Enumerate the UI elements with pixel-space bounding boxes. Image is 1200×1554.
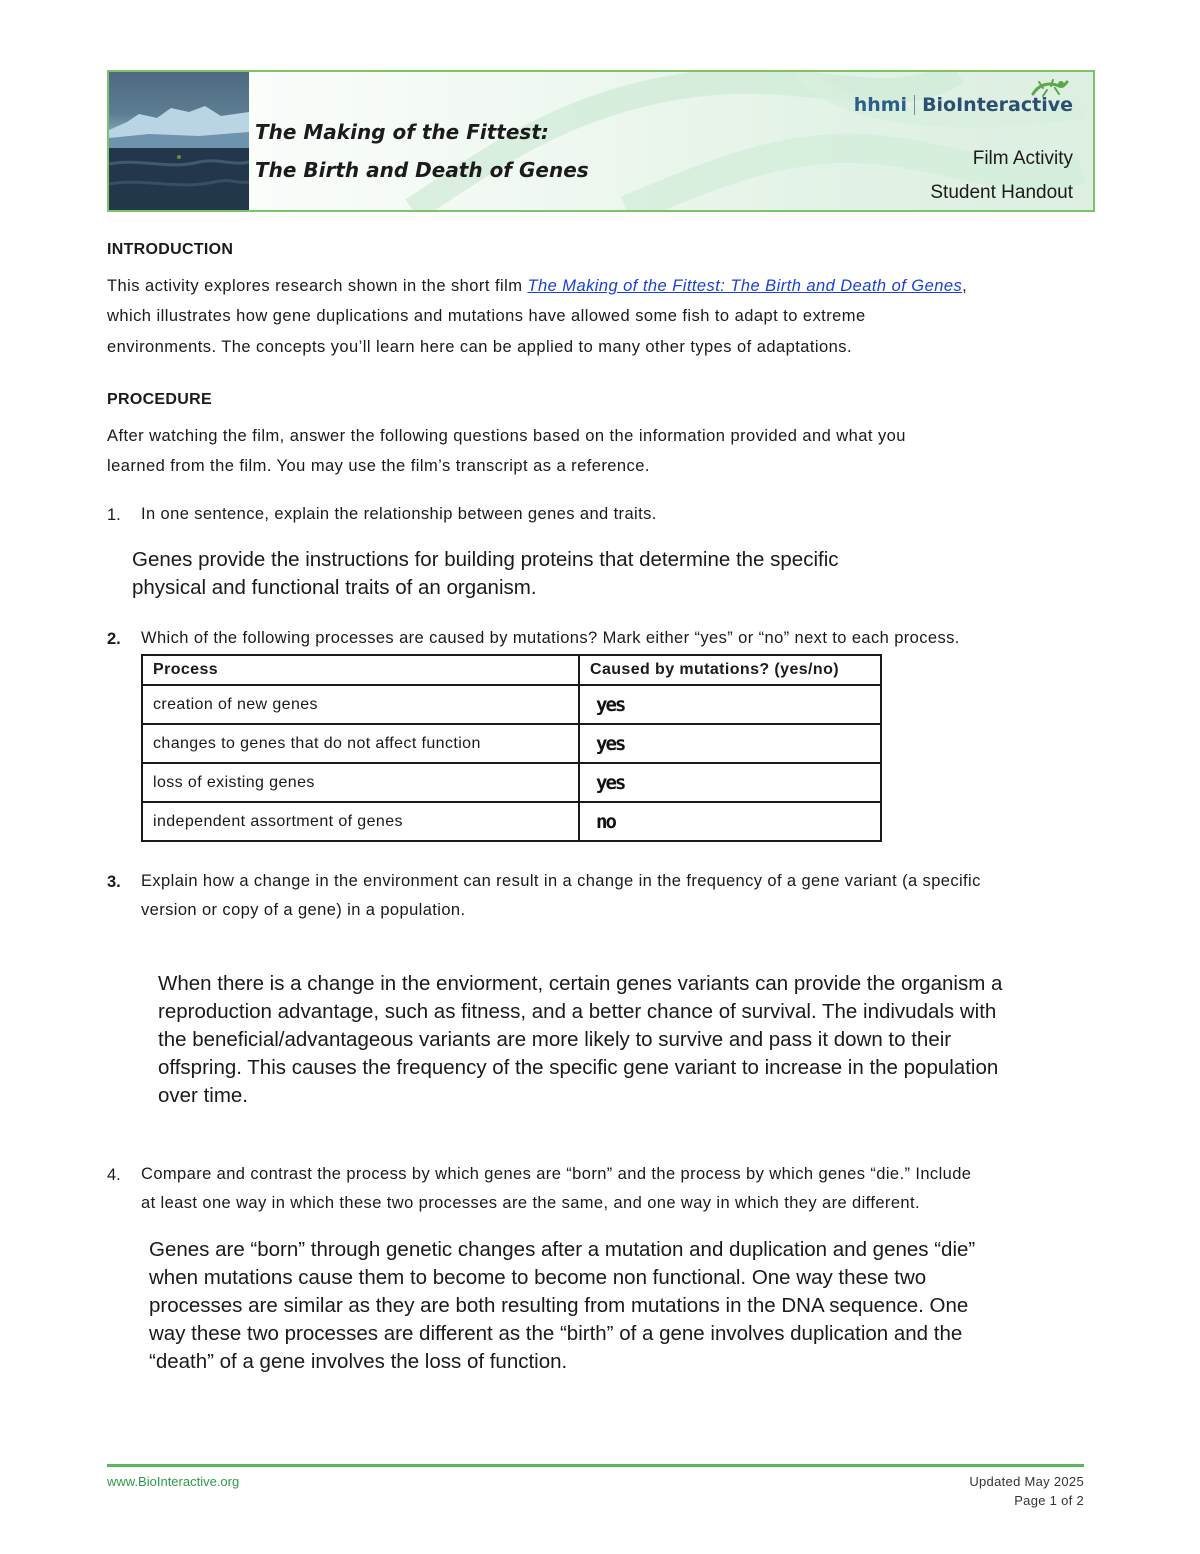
answer-4-line4[interactable]: way these two processes are different as the “birth” of a gene involves duplication and the xyxy=(149,1322,963,1345)
question-4-text-line2: at least one way in which these two processes are the same, and one way in which they are different. xyxy=(141,1194,920,1212)
introduction-text-before-link: This activity explores research shown in the short film xyxy=(107,277,528,295)
footer-divider xyxy=(107,1464,1084,1467)
question-2-number: 2. xyxy=(107,630,121,648)
table-cell-process: changes to genes that do not affect function xyxy=(142,724,579,763)
table-row xyxy=(142,802,881,841)
table-cell-answer[interactable] xyxy=(579,685,881,724)
table-header-row xyxy=(142,655,881,685)
question-3-text-line1: Explain how a change in the environment can result in a change in the frequency of a gene variant (a specific xyxy=(141,872,981,890)
table-cell-process: creation of new genes xyxy=(142,685,579,724)
footer-page-number: Page 1 of 2 xyxy=(1014,1493,1084,1508)
hhmi-biointeractive-logo xyxy=(854,94,1073,116)
brand-hhmi: hhmi xyxy=(853,94,908,116)
answer-1-line2[interactable]: physical and functional traits of an organism. xyxy=(132,576,537,599)
document-title-line2: The Birth and Death of Genes xyxy=(255,158,589,182)
table-header-caused: Caused by mutations? (yes/no) xyxy=(579,655,881,685)
introduction-text-after-link: , xyxy=(962,277,968,295)
table-cell-process: independent assortment of genes xyxy=(142,802,579,841)
question-4-text-line1: Compare and contrast the process by which genes are “born” and the process by which genes “die.” Include xyxy=(141,1165,972,1183)
header-banner xyxy=(107,70,1095,212)
brand-biointeractive: BioInteractive xyxy=(922,94,1073,116)
table-cell-answer[interactable] xyxy=(579,763,881,802)
question-3-text-line2: version or copy of a gene) in a population. xyxy=(141,901,466,919)
doc-type-student-handout: Student Handout xyxy=(930,182,1073,203)
table-cell-answer[interactable] xyxy=(579,802,881,841)
iceberg-photo xyxy=(109,72,249,212)
table-header-process: Process xyxy=(142,655,579,685)
answer-3-line5[interactable]: over time. xyxy=(158,1084,248,1107)
answer-4-line3[interactable]: processes are similar as they are both resulting from mutations in the DNA sequence. One xyxy=(149,1294,969,1317)
document-title-line1: The Making of the Fittest: xyxy=(255,120,549,144)
answer-3-line4[interactable]: offspring. This causes the frequency of the specific gene variant to increase in the population xyxy=(158,1056,999,1079)
table-row xyxy=(142,763,881,802)
film-link[interactable]: The Making of the Fittest: The Birth and Death of Genes xyxy=(527,277,963,295)
question-2-text: Which of the following processes are caused by mutations? Mark either “yes” or “no” next to each process. xyxy=(141,629,960,647)
question-1-number: 1. xyxy=(107,506,121,524)
handwritten-answer: yes xyxy=(596,732,625,755)
table-cell-answer[interactable] xyxy=(579,724,881,763)
answer-3-line3[interactable]: the beneficial/advantageous variants are more likely to survive and pass it down to their xyxy=(158,1028,952,1051)
handwritten-answer: yes xyxy=(596,771,625,794)
procedure-line2: learned from the film. You may use the film’s transcript as a reference. xyxy=(107,457,650,475)
question-4-number: 4. xyxy=(107,1166,121,1184)
question-1-text: In one sentence, explain the relationship between genes and traits. xyxy=(141,505,657,523)
mutation-table xyxy=(141,654,882,842)
answer-4-line5[interactable]: “death” of a gene involves the loss of function. xyxy=(149,1350,568,1373)
brand-divider xyxy=(914,95,915,115)
introduction-line1 xyxy=(107,271,967,301)
footer-website-link[interactable]: www.BioInteractive.org xyxy=(107,1474,240,1489)
answer-3-line2[interactable]: reproduction advantage, such as fitness, and a better chance of survival. The indivudals with xyxy=(158,1000,997,1023)
table-row xyxy=(142,724,881,763)
procedure-line1: After watching the film, answer the following questions based on the information provided and what you xyxy=(107,427,906,445)
handwritten-answer: yes xyxy=(596,693,625,716)
table-cell-process: loss of existing genes xyxy=(142,763,579,802)
introduction-heading: INTRODUCTION xyxy=(107,241,234,258)
procedure-heading: PROCEDURE xyxy=(107,391,212,408)
answer-3-line1[interactable]: When there is a change in the enviorment, certain genes variants can provide the organism a xyxy=(158,972,1003,995)
footer-updated-date: Updated May 2025 xyxy=(969,1474,1084,1489)
introduction-line3: environments. The concepts you’ll learn here can be applied to many other types of adaptations. xyxy=(107,338,853,356)
doc-type-film-activity: Film Activity xyxy=(972,148,1073,169)
answer-4-line1[interactable]: Genes are “born” through genetic changes after a mutation and duplication and genes “die” xyxy=(149,1238,976,1261)
handwritten-answer: no xyxy=(596,810,615,833)
introduction-line2: which illustrates how gene duplications and mutations have allowed some fish to adapt to extreme xyxy=(107,307,866,325)
table-row xyxy=(142,685,881,724)
answer-4-line2[interactable]: when mutations cause them to become to become non functional. One way these two xyxy=(149,1266,927,1289)
answer-1-line1[interactable]: Genes provide the instructions for building proteins that determine the specific xyxy=(132,548,839,571)
question-3-number: 3. xyxy=(107,873,121,891)
